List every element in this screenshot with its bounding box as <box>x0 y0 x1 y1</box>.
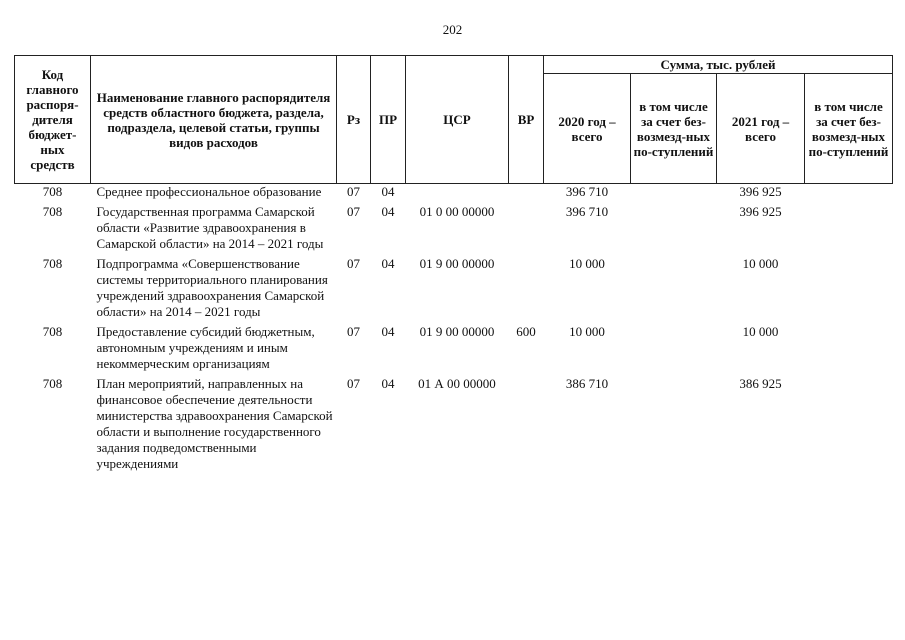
header-pr: ПР <box>371 56 406 184</box>
row-2021-total: 10 000 <box>742 324 779 339</box>
header-sum: Сумма, тыс. рублей <box>544 56 893 74</box>
row-2021-free <box>805 374 893 474</box>
header-csr: ЦСР <box>406 56 509 184</box>
row-2021-total: 10 000 <box>742 256 779 271</box>
row-name: Государственная программа Самарской области «Развитие здравоохранения в Самарской области» на 2014 – 2021 годы <box>96 204 324 251</box>
row-2020-free <box>631 374 717 474</box>
row-2020-free <box>631 254 717 322</box>
row-rz: 07 <box>347 256 360 271</box>
table-row <box>15 254 893 322</box>
row-2020-total: 10 000 <box>569 324 605 339</box>
row-pr: 04 <box>381 324 395 339</box>
row-2021-total: 396 925 <box>739 204 782 219</box>
page-number: 202 <box>442 22 463 37</box>
row-csr: 01 А 00 00000 <box>418 376 496 391</box>
row-name: Среднее профессиональное образование <box>96 184 322 199</box>
row-rz: 07 <box>347 324 360 339</box>
row-name: Подпрограмма «Совершенствование системы территориального планирования учреждений здравоохранения Самарской области» на 2014 – 2021 годы <box>96 256 328 319</box>
row-code: 708 <box>42 184 63 199</box>
header-name: Наименование главного распорядителя средств областного бюджета, раздела, подраздела, целевой статьи, группы видов расходов <box>91 56 337 184</box>
row-2021-total: 386 925 <box>739 376 782 391</box>
row-csr: 01 9 00 00000 <box>419 256 495 271</box>
row-pr: 04 <box>381 204 395 219</box>
row-2020-total: 396 710 <box>565 184 609 199</box>
row-name: План мероприятий, направленных на финансовое обеспечение деятельности министерства здравоохранения Самарской области и выполнение государственного задания подведомственными учреждениями <box>96 376 333 471</box>
header-2021-free: в том числе за счет без-возмезд-ных по-ступлений <box>805 74 893 184</box>
row-pr: 04 <box>381 256 395 271</box>
row-vr <box>509 254 544 322</box>
table-row <box>15 184 893 203</box>
row-name: Предоставление субсидий бюджетным, автономным учреждениям и иным некоммерческим организациям <box>96 324 315 371</box>
table-row <box>15 322 893 374</box>
row-vr <box>509 184 544 203</box>
row-2020-free <box>631 184 717 203</box>
row-vr <box>509 202 544 254</box>
row-rz: 07 <box>347 376 360 391</box>
row-code: 708 <box>42 376 63 391</box>
header-2021-total: 2021 год – всего <box>717 74 805 184</box>
row-pr: 04 <box>381 376 395 391</box>
row-2021-free <box>805 202 893 254</box>
row-2020-total: 10 000 <box>569 256 605 271</box>
row-2021-free <box>805 184 893 203</box>
row-2020-total: 386 710 <box>565 376 609 391</box>
row-code: 708 <box>42 324 63 339</box>
row-2020-free <box>631 202 717 254</box>
header-vr: ВР <box>509 56 544 184</box>
header-2020-total: 2020 год – всего <box>544 74 631 184</box>
row-csr <box>406 184 509 203</box>
row-2021-free <box>805 254 893 322</box>
row-2021-free <box>805 322 893 374</box>
table-row <box>15 374 893 474</box>
row-2020-free <box>631 322 717 374</box>
row-code: 708 <box>42 204 63 219</box>
row-csr: 01 9 00 00000 <box>419 324 495 339</box>
budget-table <box>14 55 893 474</box>
row-vr <box>509 374 544 474</box>
header-rz: Рз <box>337 56 371 184</box>
table-row <box>15 202 893 254</box>
row-rz: 07 <box>347 204 360 219</box>
row-code: 708 <box>42 256 63 271</box>
row-2020-total: 396 710 <box>565 204 609 219</box>
row-vr: 600 <box>516 324 536 339</box>
row-2021-total: 396 925 <box>739 184 782 199</box>
header-code: Код главного распоря-дителя бюджет-ных средств <box>15 56 91 184</box>
header-2020-free: в том числе за счет без-возмезд-ных по-ступлений <box>631 74 717 184</box>
row-pr: 04 <box>381 184 395 199</box>
row-rz: 07 <box>347 184 360 199</box>
row-csr: 01 0 00 00000 <box>419 204 495 219</box>
